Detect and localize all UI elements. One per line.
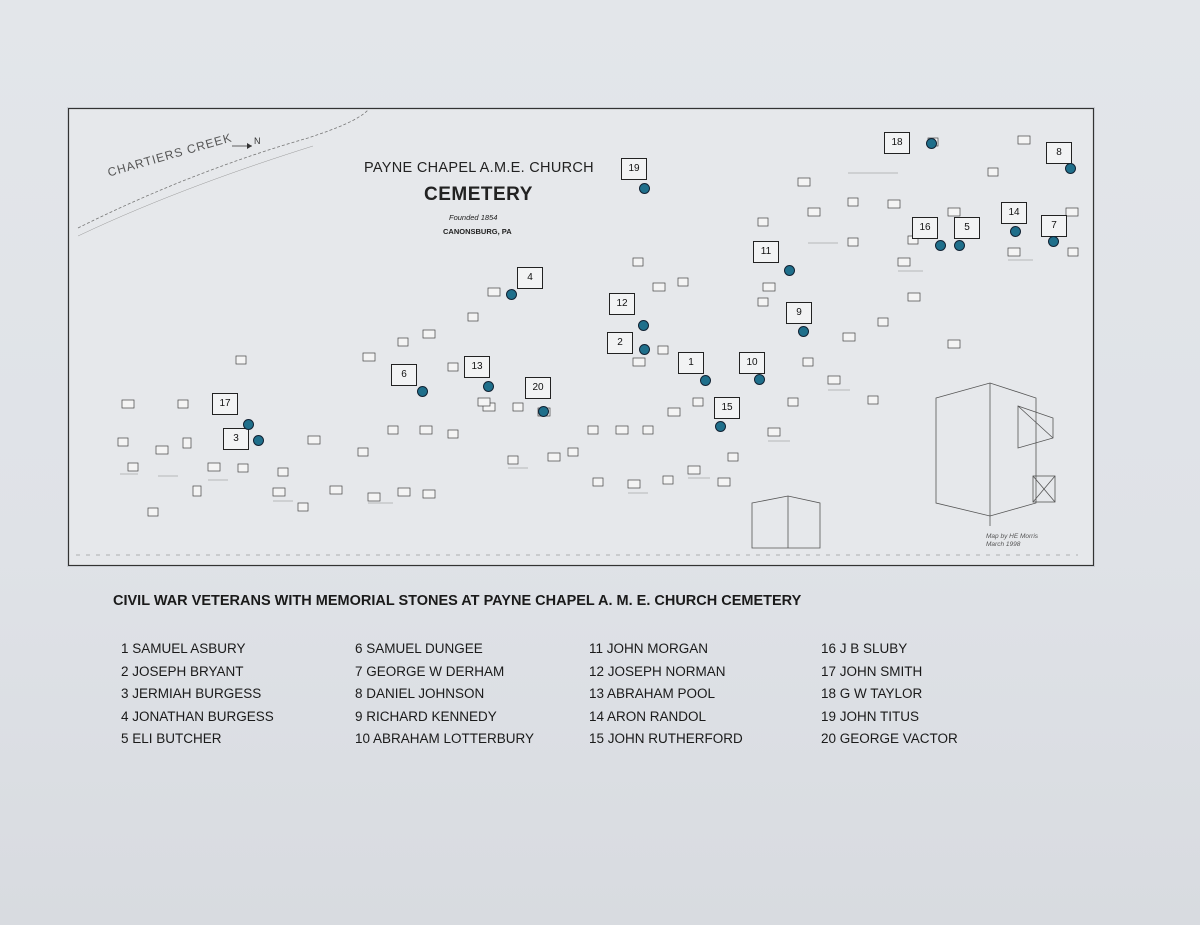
marker-4[interactable]: 4 (517, 267, 543, 289)
marker-15[interactable]: 15 (714, 397, 740, 419)
veteran-entry: 18 G W TAYLOR (821, 686, 923, 701)
signature-line-1: Map by HE Morris (986, 533, 1039, 540)
memorial-pin (253, 435, 264, 446)
church-building (936, 383, 1055, 526)
veteran-entry: 19 JOHN TITUS (821, 708, 920, 724)
memorial-pin (754, 374, 765, 385)
veteran-entry: 20 GEORGE VACTOR (821, 731, 958, 746)
cemetery-map (68, 108, 1094, 566)
veteran-entry: 9 RICHARD KENNEDY (355, 708, 497, 724)
veteran-entry: 4 JONATHAN BURGESS (121, 708, 274, 724)
church-name: PAYNE CHAPEL A.M.E. CHURCH (364, 160, 594, 176)
veteran-entry: 16 J B SLUBY (821, 641, 908, 656)
memorial-pin (715, 421, 726, 432)
veteran-entry: 8 DANIEL JOHNSON (355, 686, 485, 701)
memorial-pin (926, 138, 937, 149)
founded-label: Founded 1854 (449, 213, 498, 222)
veteran-entry: 13 ABRAHAM POOL (589, 686, 716, 701)
veteran-entry: 5 ELI BUTCHER (121, 731, 222, 746)
marker-3[interactable]: 3 (223, 428, 249, 450)
memorial-pin (1065, 163, 1076, 174)
memorial-pin (639, 183, 650, 194)
marker-6[interactable]: 6 (391, 364, 417, 386)
veteran-entry: 1 SAMUEL ASBURY (121, 641, 246, 656)
marker-13[interactable]: 13 (464, 356, 490, 378)
marker-11[interactable]: 11 (753, 241, 779, 263)
memorial-pin (1048, 236, 1059, 247)
memorial-pin (1010, 226, 1021, 237)
marker-1[interactable]: 1 (678, 352, 704, 374)
veteran-entry: 6 SAMUEL DUNGEE (355, 641, 483, 656)
map-signature (986, 533, 1038, 549)
marker-9[interactable]: 9 (786, 302, 812, 324)
marker-5[interactable]: 5 (954, 217, 980, 239)
veteran-entry: 15 JOHN RUTHERFORD (589, 731, 743, 746)
marker-7[interactable]: 7 (1041, 215, 1067, 237)
memorial-pin (798, 326, 809, 337)
marker-14[interactable]: 14 (1001, 202, 1027, 224)
memorial-pin (700, 375, 711, 386)
veteran-entry: 12 JOSEPH NORMAN (589, 663, 726, 679)
veteran-entry: 2 JOSEPH BRYANT (121, 663, 244, 679)
veterans-column-1 (121, 638, 274, 751)
veterans-column-3 (589, 638, 743, 751)
creek-label: CHARTIERS CREEK (106, 130, 234, 180)
marker-17[interactable]: 17 (212, 393, 238, 415)
veteran-entry: 10 ABRAHAM LOTTERBURY (355, 731, 535, 746)
veterans-column-4 (821, 638, 958, 751)
marker-16[interactable]: 16 (912, 217, 938, 239)
cemetery-title: CEMETERY (424, 184, 533, 205)
marker-19[interactable]: 19 (621, 158, 647, 180)
memorial-pin (935, 240, 946, 251)
memorial-pin (483, 381, 494, 392)
memorial-pin (638, 320, 649, 331)
veteran-entry: 7 GEORGE W DERHAM (355, 663, 505, 679)
memorial-pin (639, 344, 650, 355)
signature-line-2: March 1998 (986, 541, 1021, 548)
marker-8[interactable]: 8 (1046, 142, 1072, 164)
veteran-entry: 14 ARON RANDOL (589, 708, 707, 724)
location-label: CANONSBURG, PA (443, 227, 512, 236)
memorial-pin (243, 419, 254, 430)
memorial-pin (784, 265, 795, 276)
memorial-pin (538, 406, 549, 417)
memorial-pin (417, 386, 428, 397)
map-drawing (68, 108, 1094, 566)
veteran-entry: 3 JERMIAH BURGESS (121, 686, 262, 701)
memorial-pin (954, 240, 965, 251)
marker-20[interactable]: 20 (525, 377, 551, 399)
memorial-pin (506, 289, 517, 300)
marker-18[interactable]: 18 (884, 132, 910, 154)
veteran-entry: 11 JOHN MORGAN (589, 641, 709, 656)
marker-12[interactable]: 12 (609, 293, 635, 315)
veterans-list-title: CIVIL WAR VETERANS WITH MEMORIAL STONES AT PAYNE CHAPEL A. M. E. CHURCH CEMETERY (113, 593, 802, 609)
veteran-entry: 17 JOHN SMITH (821, 663, 923, 679)
north-label: N (254, 136, 261, 146)
marker-2[interactable]: 2 (607, 332, 633, 354)
veterans-column-2 (355, 638, 534, 751)
marker-10[interactable]: 10 (739, 352, 765, 374)
